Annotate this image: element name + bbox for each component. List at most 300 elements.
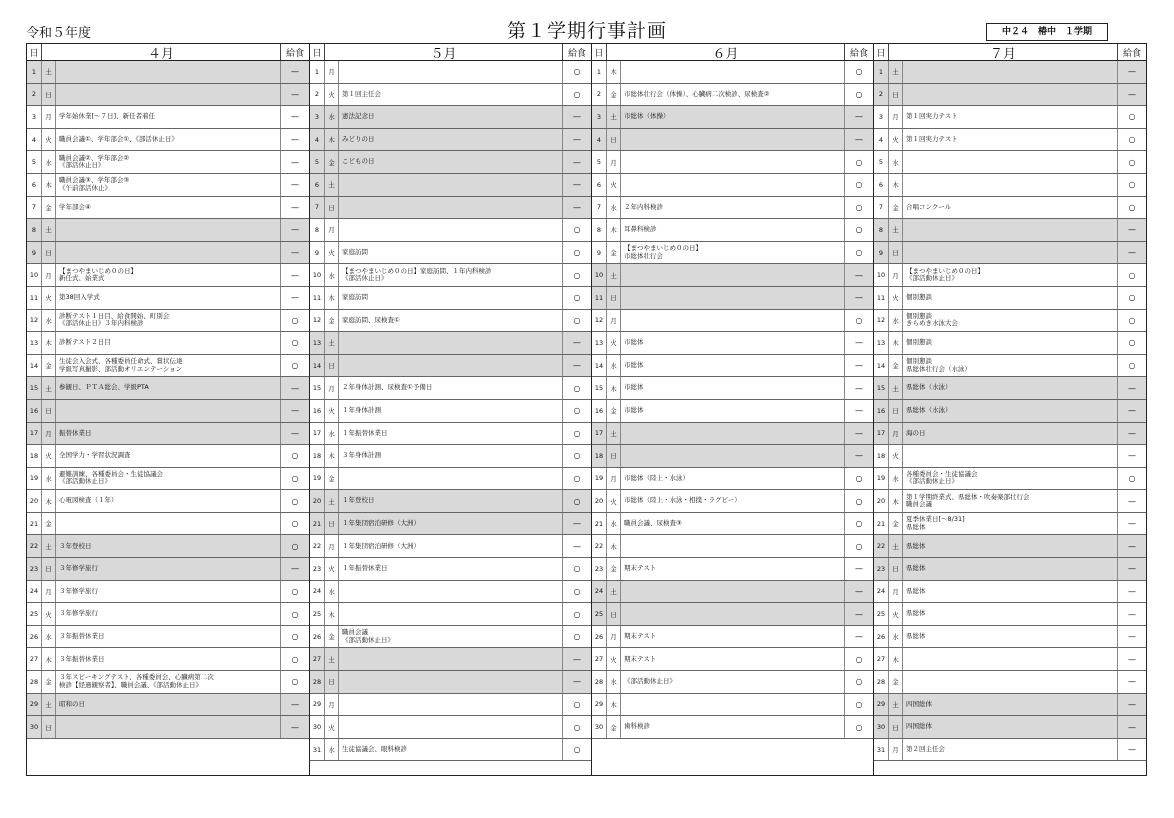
day-number: 4 <box>874 129 889 151</box>
weekday: 水 <box>325 106 339 128</box>
weekday: 火 <box>42 287 56 309</box>
day-row <box>592 490 873 513</box>
event-text: １年集団宿泊研修（大洲） <box>339 513 563 535</box>
weekday: 日 <box>325 355 339 377</box>
day-row <box>310 468 591 491</box>
event-text: 避難訓練、各種委員会・生徒協議会 《部活動休止日》 <box>56 468 281 490</box>
class-tag: 中２４ 椿中 １学期 <box>986 23 1108 41</box>
event-text: 個別懇談 県総体壮行会（水泳） <box>903 355 1118 377</box>
day-row <box>874 626 1146 649</box>
lunch-mark: — <box>855 135 863 145</box>
event-text: 市総体（陸上・水泳） <box>621 468 845 490</box>
event-text: 夏季休業日[～8/31] 県総体 <box>903 513 1118 535</box>
weekday: 火 <box>607 490 621 512</box>
day-number: 9 <box>310 242 325 264</box>
day-number: 10 <box>310 264 325 286</box>
event-text <box>339 648 563 670</box>
lunch-mark: ○ <box>291 677 299 687</box>
day-number: 28 <box>874 671 889 693</box>
day-number: 5 <box>592 151 607 173</box>
event-text: 生徒協議会、眼科検診 <box>339 739 563 761</box>
day-row <box>27 84 309 107</box>
weekday: 火 <box>889 445 903 467</box>
event-text: 県総体 <box>903 626 1118 648</box>
lunch-mark: — <box>291 67 299 77</box>
day-row <box>27 129 309 152</box>
day-row <box>592 513 873 536</box>
event-text <box>621 61 845 83</box>
day-number: 18 <box>874 445 889 467</box>
lunch-mark: ○ <box>291 586 299 596</box>
weekday: 木 <box>889 490 903 512</box>
weekday: 火 <box>889 603 903 625</box>
lunch-mark: — <box>291 699 299 709</box>
day-row <box>27 694 309 717</box>
day-row <box>874 106 1146 129</box>
event-text: 第１学期終業式、県総体・吹奏楽部壮行会 職員会議 <box>903 490 1118 512</box>
weekday: 金 <box>325 151 339 173</box>
event-text <box>56 242 281 264</box>
day-row <box>27 671 309 694</box>
weekday: 土 <box>889 219 903 241</box>
day-number: 30 <box>874 716 889 738</box>
day-row <box>27 174 309 197</box>
month-header <box>592 44 873 61</box>
lunch-column-header: 給食 <box>285 48 304 59</box>
day-row <box>592 310 873 333</box>
day-row <box>310 558 591 581</box>
day-number: 18 <box>310 445 325 467</box>
day-number: 28 <box>310 671 325 693</box>
lunch-mark: ○ <box>855 315 863 325</box>
lunch-mark: ○ <box>291 473 299 483</box>
day-number: 24 <box>592 581 607 603</box>
day-row <box>310 716 591 739</box>
lunch-mark: ○ <box>573 564 581 574</box>
day-row <box>874 468 1146 491</box>
weekday: 水 <box>42 310 56 332</box>
weekday: 金 <box>42 513 56 535</box>
day-number: 10 <box>592 264 607 286</box>
day-number: 21 <box>27 513 42 535</box>
lunch-mark: — <box>855 383 863 393</box>
day-number: 23 <box>310 558 325 580</box>
weekday: 金 <box>889 671 903 693</box>
weekday: 木 <box>325 603 339 625</box>
weekday: 土 <box>889 377 903 399</box>
event-text <box>903 84 1118 106</box>
lunch-mark: ○ <box>1128 180 1136 190</box>
event-text: 市総体（体操） <box>621 106 845 128</box>
day-row <box>27 581 309 604</box>
month-header <box>310 44 591 61</box>
lunch-mark: — <box>855 632 863 642</box>
day-number: 14 <box>310 355 325 377</box>
weekday: 水 <box>42 151 56 173</box>
day-row <box>874 61 1146 84</box>
weekday: 水 <box>325 264 339 286</box>
lunch-mark: ○ <box>291 315 299 325</box>
day-row <box>310 739 591 762</box>
weekday: 日 <box>607 287 621 309</box>
weekday: 月 <box>42 423 56 445</box>
day-number: 8 <box>874 219 889 241</box>
lunch-mark: ○ <box>855 473 863 483</box>
day-row <box>27 310 309 333</box>
day-number: 23 <box>592 558 607 580</box>
weekday: 火 <box>325 716 339 738</box>
weekday: 月 <box>607 626 621 648</box>
weekday: 土 <box>607 581 621 603</box>
day-row <box>310 310 591 333</box>
lunch-mark: ○ <box>1128 315 1136 325</box>
lunch-mark: ○ <box>855 519 863 529</box>
day-row <box>592 242 873 265</box>
lunch-mark: ○ <box>855 722 863 732</box>
day-row <box>874 558 1146 581</box>
weekday: 火 <box>42 129 56 151</box>
weekday: 木 <box>889 332 903 354</box>
calendar-table <box>26 43 1147 776</box>
event-text <box>621 129 845 151</box>
event-text <box>339 197 563 219</box>
event-text <box>339 332 563 354</box>
day-number: 19 <box>592 468 607 490</box>
lunch-mark: ○ <box>1128 361 1136 371</box>
month-name: ４月 <box>42 44 281 60</box>
day-number: 16 <box>874 400 889 422</box>
weekday: 月 <box>889 106 903 128</box>
weekday: 金 <box>42 671 56 693</box>
day-number: 5 <box>874 151 889 173</box>
day-number: 13 <box>874 332 889 354</box>
lunch-mark: — <box>1128 654 1136 664</box>
weekday: 金 <box>42 355 56 377</box>
lunch-mark: — <box>573 112 581 122</box>
day-number: 21 <box>310 513 325 535</box>
day-number: 3 <box>27 106 42 128</box>
lunch-mark: — <box>573 202 581 212</box>
day-row <box>27 400 309 423</box>
weekday: 月 <box>889 423 903 445</box>
day-row <box>27 106 309 129</box>
lunch-mark: — <box>291 248 299 258</box>
lunch-mark: — <box>291 112 299 122</box>
day-number: 20 <box>310 490 325 512</box>
event-text: 個別懇談 <box>903 287 1118 309</box>
weekday: 火 <box>325 242 339 264</box>
weekday: 土 <box>325 174 339 196</box>
lunch-mark: ○ <box>1128 338 1136 348</box>
day-number: 12 <box>310 310 325 332</box>
event-text: １年登校日 <box>339 490 563 512</box>
day-number: 15 <box>874 377 889 399</box>
lunch-mark: — <box>573 338 581 348</box>
event-text <box>339 355 563 377</box>
day-row <box>874 535 1146 558</box>
weekday: 月 <box>607 310 621 332</box>
weekday: 月 <box>325 219 339 241</box>
lunch-mark: ○ <box>291 338 299 348</box>
lunch-mark: ○ <box>573 609 581 619</box>
weekday: 日 <box>325 197 339 219</box>
lunch-column-header: 給食 <box>567 48 586 59</box>
lunch-mark: — <box>573 180 581 190</box>
day-number: 26 <box>310 626 325 648</box>
lunch-mark: — <box>855 428 863 438</box>
day-row <box>310 626 591 649</box>
day-row <box>27 61 309 84</box>
event-text: 各種委員会・生徒協議会 《部活動休止日》 <box>903 468 1118 490</box>
day-number: 29 <box>27 694 42 716</box>
event-text <box>56 219 281 241</box>
lunch-mark: — <box>1128 89 1136 99</box>
lunch-mark: ○ <box>291 632 299 642</box>
lunch-mark: ○ <box>573 406 581 416</box>
weekday: 土 <box>42 219 56 241</box>
event-text: 県総体 <box>903 581 1118 603</box>
day-number: 26 <box>592 626 607 648</box>
lunch-mark: — <box>1128 225 1136 235</box>
lunch-mark: — <box>855 564 863 574</box>
lunch-mark: ○ <box>573 586 581 596</box>
lunch-mark: — <box>1128 699 1136 709</box>
day-number: 1 <box>874 61 889 83</box>
event-text: 歯科検診 <box>621 716 845 738</box>
day-row <box>874 174 1146 197</box>
weekday: 金 <box>889 355 903 377</box>
weekday: 木 <box>607 694 621 716</box>
lunch-mark: ○ <box>855 496 863 506</box>
day-row <box>310 332 591 355</box>
event-text: 個別懇談 <box>903 332 1118 354</box>
event-text: １年振替休業日 <box>339 423 563 445</box>
day-number: 10 <box>27 264 42 286</box>
event-text: 学年始休業[～７日]、新任者着任 <box>56 106 281 128</box>
day-row <box>27 151 309 174</box>
day-row <box>592 84 873 107</box>
weekday: 日 <box>607 129 621 151</box>
day-number: 11 <box>592 287 607 309</box>
lunch-mark: ○ <box>573 248 581 258</box>
event-text: 家庭訪問 <box>339 287 563 309</box>
event-text: 【まつやまいじめ０の日】家庭訪問、１年内科検診 《部活休止日》 <box>339 264 563 286</box>
day-number: 7 <box>27 197 42 219</box>
weekday: 木 <box>325 287 339 309</box>
day-number: 15 <box>310 377 325 399</box>
weekday: 月 <box>42 581 56 603</box>
day-number: 29 <box>592 694 607 716</box>
weekday: 水 <box>889 468 903 490</box>
event-text: 個別懇談 きらめき水泳大会 <box>903 310 1118 332</box>
event-text: 生徒会入会式、各種委員任命式、賞状伝達 学級写真撮影、部活動オリエンテーション <box>56 355 281 377</box>
day-row <box>874 671 1146 694</box>
day-column-header: 日 <box>874 44 889 60</box>
day-row <box>310 694 591 717</box>
weekday: 月 <box>889 264 903 286</box>
lunch-mark: — <box>291 564 299 574</box>
weekday: 月 <box>42 264 56 286</box>
lunch-mark: — <box>1128 428 1136 438</box>
day-row <box>310 151 591 174</box>
lunch-mark: ○ <box>1128 293 1136 303</box>
day-row <box>874 400 1146 423</box>
lunch-mark: ○ <box>573 451 581 461</box>
weekday: 土 <box>889 61 903 83</box>
month-column <box>592 44 874 775</box>
day-number: 14 <box>27 355 42 377</box>
event-text: 第２回主任会 <box>903 739 1118 761</box>
day-number: 13 <box>27 332 42 354</box>
weekday: 火 <box>42 445 56 467</box>
day-number: 12 <box>27 310 42 332</box>
lunch-mark: — <box>1128 541 1136 551</box>
day-number: 9 <box>27 242 42 264</box>
lunch-mark: — <box>291 293 299 303</box>
day-number: 22 <box>310 535 325 557</box>
weekday: 火 <box>889 287 903 309</box>
weekday: 土 <box>325 332 339 354</box>
day-row <box>874 332 1146 355</box>
day-row <box>27 513 309 536</box>
weekday: 金 <box>607 716 621 738</box>
month-header <box>27 44 309 61</box>
lunch-mark: ○ <box>573 89 581 99</box>
day-row <box>27 287 309 310</box>
day-row <box>27 716 309 739</box>
weekday: 木 <box>889 174 903 196</box>
day-row <box>27 603 309 626</box>
day-row <box>310 61 591 84</box>
event-text: 憲法記念日 <box>339 106 563 128</box>
lunch-mark: — <box>855 406 863 416</box>
day-number: 28 <box>27 671 42 693</box>
day-number: 11 <box>27 287 42 309</box>
weekday: 木 <box>607 535 621 557</box>
day-number: 4 <box>310 129 325 151</box>
event-text <box>56 716 281 738</box>
weekday: 土 <box>607 423 621 445</box>
event-text <box>621 264 845 286</box>
day-row <box>874 490 1146 513</box>
day-number: 13 <box>592 332 607 354</box>
lunch-mark: — <box>291 225 299 235</box>
weekday: 土 <box>889 694 903 716</box>
lunch-mark: ○ <box>573 496 581 506</box>
event-text <box>903 648 1118 670</box>
day-row <box>874 716 1146 739</box>
event-text: 耳鼻科検診 <box>621 219 845 241</box>
lunch-mark: — <box>291 722 299 732</box>
weekday: 木 <box>607 219 621 241</box>
day-row <box>27 626 309 649</box>
day-row <box>310 287 591 310</box>
event-text: 第１回実力テスト <box>903 129 1118 151</box>
weekday: 水 <box>889 626 903 648</box>
day-row <box>27 423 309 446</box>
day-row <box>310 197 591 220</box>
day-number: 11 <box>874 287 889 309</box>
day-row <box>874 219 1146 242</box>
day-column-header: 日 <box>592 44 607 60</box>
lunch-mark: — <box>1128 67 1136 77</box>
day-column-header: 日 <box>310 44 325 60</box>
weekday: 水 <box>42 626 56 648</box>
lunch-mark: — <box>1128 632 1136 642</box>
event-text: １年集団宿泊研修（大洲） <box>339 535 563 557</box>
day-row <box>592 739 873 762</box>
day-row <box>592 581 873 604</box>
lunch-mark: ○ <box>291 496 299 506</box>
day-row <box>874 264 1146 287</box>
day-row <box>27 264 309 287</box>
lunch-mark: — <box>855 112 863 122</box>
event-text: こどもの日 <box>339 151 563 173</box>
weekday: 火 <box>607 174 621 196</box>
event-text: 海の日 <box>903 423 1118 445</box>
event-text: 四国総体 <box>903 716 1118 738</box>
event-text <box>339 174 563 196</box>
event-text: 【まつやまいじめ０の日】 市総体壮行会 <box>621 242 845 264</box>
weekday: 木 <box>42 648 56 670</box>
day-number: 7 <box>874 197 889 219</box>
weekday: 日 <box>889 400 903 422</box>
event-text <box>339 581 563 603</box>
lunch-mark: ○ <box>573 428 581 438</box>
event-text <box>903 242 1118 264</box>
day-number: 6 <box>874 174 889 196</box>
day-number: 2 <box>592 84 607 106</box>
day-row <box>592 219 873 242</box>
weekday: 金 <box>889 513 903 535</box>
day-number: 8 <box>27 219 42 241</box>
day-number: 25 <box>27 603 42 625</box>
event-text <box>339 694 563 716</box>
event-text: １年身体計測 <box>339 400 563 422</box>
day-row <box>592 355 873 378</box>
event-text: 《部活動休止日》 <box>621 671 845 693</box>
event-text <box>621 603 845 625</box>
day-number: 23 <box>874 558 889 580</box>
weekday: 土 <box>42 535 56 557</box>
weekday: 日 <box>607 445 621 467</box>
day-number: 22 <box>592 535 607 557</box>
day-number: 30 <box>592 716 607 738</box>
day-number: 19 <box>874 468 889 490</box>
day-number: 25 <box>874 603 889 625</box>
lunch-mark: ○ <box>855 157 863 167</box>
day-row <box>874 694 1146 717</box>
day-row <box>27 197 309 220</box>
day-number: 27 <box>874 648 889 670</box>
lunch-mark: — <box>291 428 299 438</box>
lunch-column-header: 給食 <box>1122 48 1141 59</box>
event-text <box>903 174 1118 196</box>
weekday: 金 <box>607 242 621 264</box>
weekday: 木 <box>607 377 621 399</box>
weekday: 日 <box>889 558 903 580</box>
event-text: 県総体（水泳） <box>903 377 1118 399</box>
lunch-mark: ○ <box>855 541 863 551</box>
weekday: 水 <box>607 355 621 377</box>
lunch-mark: — <box>855 361 863 371</box>
weekday: 月 <box>325 535 339 557</box>
day-row <box>874 242 1146 265</box>
blank-cell <box>592 739 873 762</box>
day-row <box>592 197 873 220</box>
day-number: 5 <box>27 151 42 173</box>
event-text: 市総体 <box>621 377 845 399</box>
